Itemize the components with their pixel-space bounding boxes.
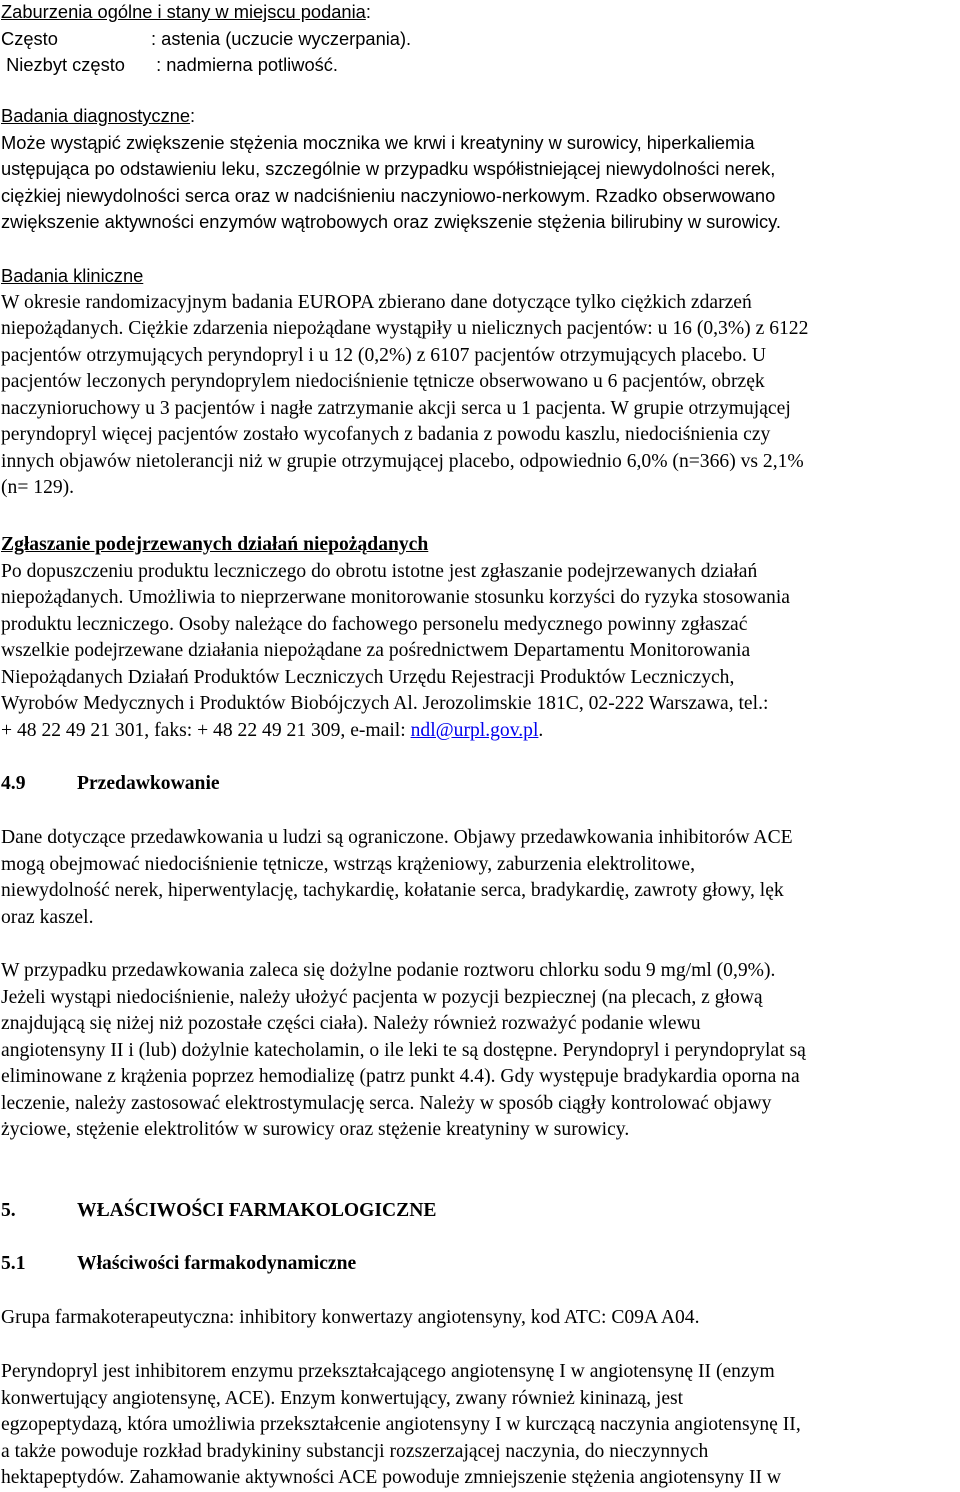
overdose-line: mogą obejmować niedociśnienie tętnicze, wstrząs krążeniowy, zaburzenia elektrolitowe, bbox=[1, 853, 696, 875]
reporting-line: Niepożądanych Działań Produktów Leczniczych Urzędu Rejestracji Produktów Leczniczych, bbox=[1, 666, 735, 688]
diagnostic-section bbox=[1, 103, 957, 236]
overdose-line: Jeżeli wystąpi niedociśnienie, należy ułożyć pacjenta w pozycji bezpiecznej (na plecach, z głową bbox=[1, 986, 763, 1008]
overdose-line: leczenie, należy zastosować elektrostymulację serca. Należy w sposób ciągły kontrolować objawy bbox=[1, 1092, 772, 1114]
diagnostic-line: Może wystąpić zwiększenie stężenia mocznika we krwi i kreatyniny w surowicy, hiperkaliemia bbox=[1, 131, 755, 153]
section-5-heading-block bbox=[1, 1198, 957, 1225]
section-5-1-heading: 5.1 Właściwości farmakodynamiczne bbox=[1, 1253, 357, 1274]
mechanism-line: Peryndopryl jest inhibitorem enzymu przekształcającego angiotensynę I w angiotensynę II (enzym bbox=[1, 1361, 775, 1382]
reporting-heading: Zgłaszanie podejrzewanych działań niepożądanych bbox=[1, 534, 429, 555]
overdose-section bbox=[1, 771, 957, 798]
mechanism-line: hektapeptydów. Zahamowanie aktywności ACE powoduje zmniejszenie stężenia angiotensyny II w bbox=[1, 1467, 782, 1488]
email-link[interactable]: ndl@urpl.gov.pl bbox=[410, 719, 539, 741]
clinical-heading: Badania kliniczne bbox=[1, 265, 144, 286]
mechanism-line: egzopeptydazą, która umożliwia przekształcenie angiotensyny I w kurczącą naczynia angiotensynę II, bbox=[1, 1414, 801, 1435]
general-disorders-heading: Zaburzenia ogólne i stany w miejscu podania: bbox=[1, 1, 371, 22]
clinical-line: niepożądanych. Ciężkie zdarzenia niepożądane wystąpiły u nielicznych pacjentów: u 16 (0,3%) z 6122 bbox=[1, 318, 809, 339]
diagnostic-heading: Badania diagnostyczne: bbox=[1, 105, 196, 126]
overdose-line: oraz kaszel. bbox=[1, 906, 94, 928]
diagnostic-line: zwiększenie aktywności enzymów wątrobowych oraz zwiększenie stężenia bilirubiny w surowicy. bbox=[1, 211, 781, 232]
diagnostic-line: ustępująca po odstawieniu leku, szczególnie w przypadku współistniejącej niewydolności nerek, bbox=[1, 158, 776, 179]
mechanism-line: konwertujący angiotensynę, ACE). Enzym konwertujący, zwany również kininazą, jest bbox=[1, 1387, 684, 1409]
clinical-line: (n= 129). bbox=[1, 477, 75, 498]
reporting-section bbox=[1, 532, 957, 744]
overdose-paragraph-2 bbox=[1, 958, 957, 1144]
reporting-line: produktu leczniczego. Osoby należące do fachowego personelu medycznego powinny zgłaszać bbox=[1, 613, 748, 635]
mechanism-line: a także powoduje rozkład bradykininy substancji rozszerzającej naczynia, do nieczynnych bbox=[1, 1440, 709, 1462]
overdose-line: znajdującą się niżej niż pozostałe części ciała). Należy również rozważyć podanie wlewu bbox=[1, 1013, 701, 1034]
overdose-line: życiowe, stężenie elektrolitów w surowicy oraz stężenie kreatyniny w surowicy. bbox=[1, 1119, 630, 1140]
clinical-line: innych objawów nietolerancji niż w grupie otrzymującej placebo, odpowiednio 6,0% (n=366) vs 2,1% bbox=[1, 450, 804, 472]
overdose-line: Dane dotyczące przedawkowania u ludzi są ograniczone. Objawy przedawkowania inhibitorów ACE bbox=[1, 827, 793, 848]
clinical-trials-section bbox=[1, 263, 957, 502]
overdose-paragraph-1 bbox=[1, 825, 957, 931]
reporting-line: niepożądanych. Umożliwia to nieprzerwane monitorowanie stosunku korzyści do ryzyka stosowania bbox=[1, 587, 790, 608]
clinical-line: naczynioruchowy u 3 pacjentów i nagłe zatrzymanie akcji serca u 1 pacjenta. W grupie otrzymującej bbox=[1, 397, 791, 419]
overdose-heading: 4.9 Przedawkowanie bbox=[1, 773, 220, 794]
overdose-line: angiotensyny II i (lub) dożylnie katecholamin, o ile leki te są dostępne. Peryndopryl i peryndoprylat są bbox=[1, 1039, 806, 1061]
clinical-line: peryndopryl więcej pacjentów zostało wycofanych z badania z powodu kaszlu, niedociśnienia czy bbox=[1, 424, 771, 445]
general-disorders-section bbox=[1, 0, 957, 79]
mechanism-paragraph bbox=[1, 1359, 957, 1492]
section-5-1-heading-block bbox=[1, 1251, 957, 1278]
reporting-line: Wyrobów Medycznych i Produktów Biobójczych Al. Jerozolimskie 181C, 02-222 Warszawa, tel.: bbox=[1, 693, 769, 714]
frequency-row-uncommon: Niezbyt często : nadmierna potliwość. bbox=[1, 54, 338, 75]
reporting-contact-line: + 48 22 49 21 301, faks: + 48 22 49 21 309, e-mail: ndl@urpl.gov.pl. bbox=[1, 719, 544, 741]
reporting-line: wszelkie podejrzewane działania niepożądane za pośrednictwem Departamentu Monitorowania bbox=[1, 640, 751, 661]
clinical-line: pacjentów leczonych peryndoprylem niedociśnienie tętnicze obserwowano u 6 pacjentów, obrzęk bbox=[1, 371, 765, 392]
section-5-heading: 5. WŁAŚCIWOŚCI FARMAKOLOGICZNE bbox=[1, 1200, 437, 1221]
clinical-line: pacjentów otrzymujących peryndopryl i u 12 (0,2%) z 6107 pacjentów otrzymujących placebo. U bbox=[1, 344, 766, 366]
overdose-line: W przypadku przedawkowania zaleca się dożylne podanie roztworu chlorku sodu 9 mg/ml (0,9%). bbox=[1, 960, 776, 981]
reporting-line: Po dopuszczeniu produktu leczniczego do obrotu istotne jest zgłaszanie podejrzewanych działań bbox=[1, 560, 758, 582]
overdose-line: niewydolność nerek, hiperwentylację, tachykardię, kołatanie serca, bradykardię, zawroty głowy, lęk bbox=[1, 880, 784, 901]
frequency-row-common: Często : astenia (uczucie wyczerpania). bbox=[1, 27, 412, 49]
atc-line: Grupa farmakoterapeutyczna: inhibitory konwertazy angiotensyny, kod ATC: C09A A04. bbox=[1, 1307, 700, 1328]
diagnostic-line: ciężkiej niewydolności serca oraz w nadciśnieniu naczyniowo-nerkowym. Rzadko obserwowano bbox=[1, 184, 776, 206]
overdose-line: eliminowane z krążenia poprzez hemodializę (patrz punkt 4.4). Gdy występuje bradykardia oporna na bbox=[1, 1066, 800, 1087]
clinical-line: W okresie randomizacyjnym badania EUROPA zbierano dane dotyczące tylko ciężkich zdarzeń bbox=[1, 291, 752, 313]
pharmacotherapeutic-group bbox=[1, 1305, 957, 1332]
